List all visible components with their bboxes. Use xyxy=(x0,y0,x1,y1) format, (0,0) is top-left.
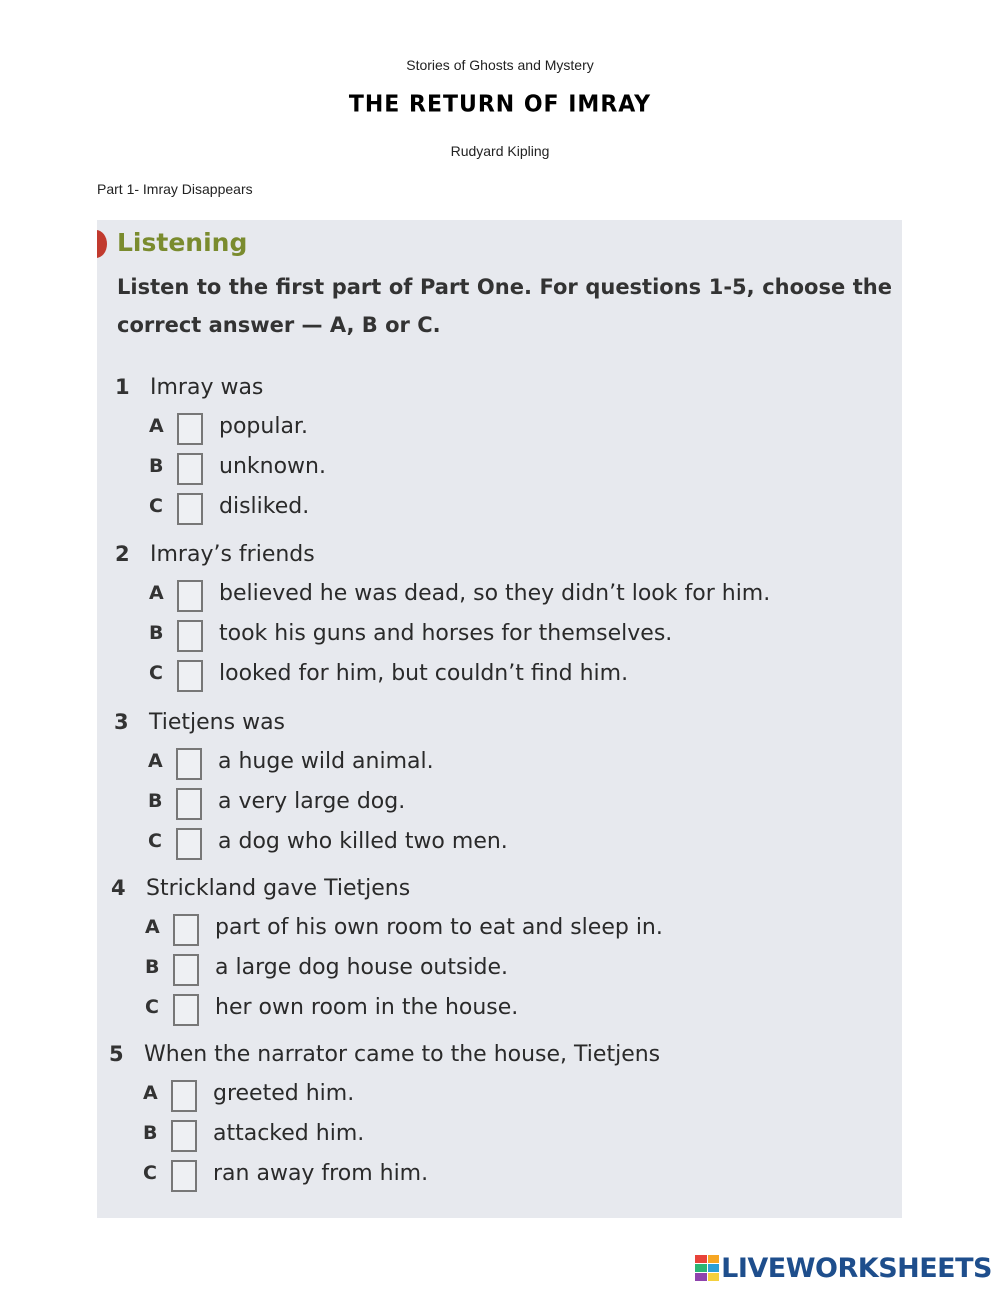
option-letter: A xyxy=(145,916,160,938)
part-label: Part 1- Imray Disappears xyxy=(97,181,253,197)
story-title: THE RETURN OF IMRAY xyxy=(348,91,652,118)
option-text: a huge wild animal. xyxy=(218,749,434,774)
instructions xyxy=(117,268,892,344)
answer-checkbox[interactable] xyxy=(173,914,199,946)
question-stem: When the narrator came to the house, Tietjens xyxy=(144,1042,661,1067)
question-number: 5 xyxy=(109,1042,124,1066)
option-letter: B xyxy=(143,1122,158,1144)
option-letter: B xyxy=(149,455,164,477)
liveworksheets-logo xyxy=(695,1253,992,1283)
logo-block xyxy=(695,1273,707,1281)
option-text: popular. xyxy=(219,414,308,439)
worksheet-scan xyxy=(97,220,902,1218)
option-text: her own room in the house. xyxy=(215,995,519,1020)
option-text: disliked. xyxy=(219,494,310,519)
option-letter: C xyxy=(143,1162,157,1184)
logo-blocks-icon xyxy=(695,1255,719,1281)
instructions-line-2: correct answer — A, B or C. xyxy=(117,313,441,337)
option-text: a dog who killed two men. xyxy=(218,829,508,854)
section-heading: Listening xyxy=(117,228,248,257)
option-text: part of his own room to eat and sleep in. xyxy=(215,915,663,940)
question-stem: Tietjens was xyxy=(149,710,286,735)
option-letter: B xyxy=(148,790,163,812)
option-letter: B xyxy=(145,956,160,978)
question-stem: Imray’s friends xyxy=(150,542,315,567)
answer-checkbox[interactable] xyxy=(177,493,203,525)
option-text: believed he was dead, so they didn’t look for him. xyxy=(219,581,771,606)
option-text: attacked him. xyxy=(213,1121,365,1146)
answer-checkbox[interactable] xyxy=(171,1120,197,1152)
answer-checkbox[interactable] xyxy=(177,453,203,485)
option-text: greeted him. xyxy=(213,1081,355,1106)
answer-checkbox[interactable] xyxy=(171,1080,197,1112)
answer-checkbox[interactable] xyxy=(177,413,203,445)
series-title: Stories of Ghosts and Mystery xyxy=(406,57,594,73)
question-number: 4 xyxy=(111,876,126,900)
question-number: 3 xyxy=(114,710,129,734)
question-stem: Imray was xyxy=(150,375,264,400)
option-letter: C xyxy=(148,830,162,852)
logo-block xyxy=(695,1255,707,1263)
answer-checkbox[interactable] xyxy=(176,828,202,860)
option-letter: B xyxy=(149,622,164,644)
option-text: ran away from him. xyxy=(213,1161,429,1186)
logo-text: LIVEWORKSHEETS xyxy=(721,1252,992,1284)
question-stem: Strickland gave Tietjens xyxy=(146,876,411,901)
answer-checkbox[interactable] xyxy=(177,660,203,692)
option-letter: C xyxy=(145,996,159,1018)
answer-checkbox[interactable] xyxy=(171,1160,197,1192)
option-letter: A xyxy=(143,1082,158,1104)
answer-checkbox[interactable] xyxy=(173,954,199,986)
option-text: unknown. xyxy=(219,454,326,479)
logo-block xyxy=(708,1255,720,1263)
answer-checkbox[interactable] xyxy=(173,994,199,1026)
logo-block xyxy=(695,1264,707,1272)
answer-checkbox[interactable] xyxy=(177,620,203,652)
option-letter: C xyxy=(149,662,163,684)
logo-block xyxy=(708,1264,720,1272)
option-text: a large dog house outside. xyxy=(215,955,509,980)
option-text: a very large dog. xyxy=(218,789,406,814)
answer-checkbox[interactable] xyxy=(177,580,203,612)
option-letter: A xyxy=(148,750,163,772)
option-letter: C xyxy=(149,495,163,517)
logo-block xyxy=(708,1273,720,1281)
option-text: took his guns and horses for themselves. xyxy=(219,621,673,646)
option-text: looked for him, but couldn’t find him. xyxy=(219,661,629,686)
author-name: Rudyard Kipling xyxy=(450,143,550,159)
option-letter: A xyxy=(149,415,164,437)
option-letter: A xyxy=(149,582,164,604)
instructions-line-1: Listen to the first part of Part One. For questions 1-5, choose the xyxy=(117,275,892,299)
section-marker-icon xyxy=(97,230,107,258)
answer-checkbox[interactable] xyxy=(176,748,202,780)
question-number: 2 xyxy=(115,542,130,566)
question-number: 1 xyxy=(115,375,130,399)
answer-checkbox[interactable] xyxy=(176,788,202,820)
